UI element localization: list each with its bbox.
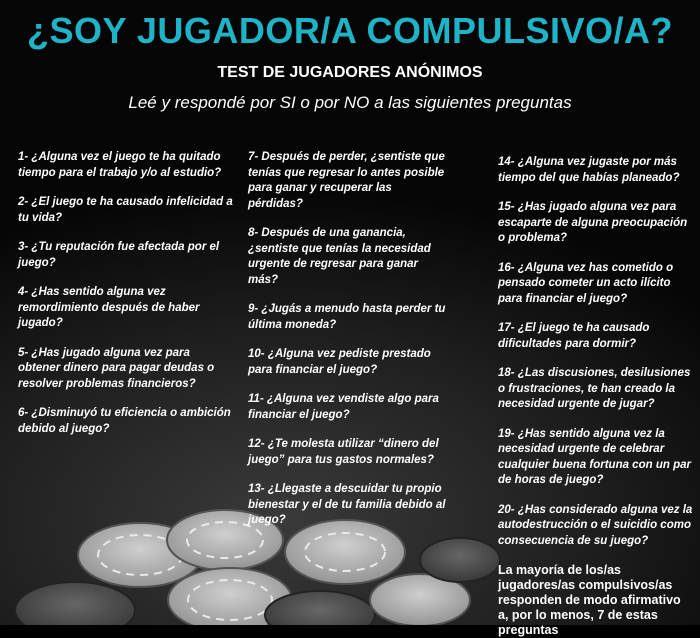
page-subtitle: TEST DE JUGADORES ANÓNIMOS — [217, 64, 483, 81]
question-12: 12- ¿Te molesta utilizar “dinero del juego” para tus gastos normales? — [248, 438, 439, 466]
question-13: 13- ¿Llegaste a descuidar tu propio bienestar y el de tu familia debido al juego? — [248, 483, 446, 526]
conclusion-text: La mayoría de los/as jugadores/as compulsivos/as responden de modo afirmativo a, por lo menos, 7 de estas preguntas — [498, 563, 681, 637]
question-4: 4- ¿Has sentido alguna vez remordimiento después de haber jugado? — [18, 286, 200, 329]
question-18: 18- ¿Las discusiones, desilusiones o frustraciones, te han creado la necesidad urgente de jugar? — [498, 367, 691, 410]
question-9: 9- ¿Jugás a menudo hasta perder tu última moneda? — [248, 303, 446, 331]
question-1: 1- ¿Alguna vez el juego te ha quitado tiempo para el trabajo y/o al estudio? — [18, 151, 222, 179]
question-19: 19- ¿Has sentido alguna vez la necesidad urgente de celebrar cualquier buena fortuna con un par de horas de juego? — [498, 427, 691, 486]
question-17: 17- ¿El juego te ha causado dificultades para dormir? — [498, 322, 650, 350]
question-10: 10- ¿Alguna vez pediste prestado para financiar el juego? — [248, 348, 431, 376]
page-title: ¿SOY JUGADOR/A COMPULSIVO/A? — [26, 10, 674, 51]
instructions: Leé y respondé por SI o por NO a las siguientes preguntas — [128, 93, 572, 112]
question-8: 8- Después de una ganancia, ¿sentiste que tenías la necesidad urgente de regresar para ganar más? — [248, 227, 431, 286]
question-6: 6- ¿Disminuyó tu eficiencia o ambición debido al juego? — [18, 407, 231, 435]
question-11: 11- ¿Alguna vez vendiste algo para financiar el juego? — [248, 393, 439, 421]
questions-column-2 — [248, 150, 448, 543]
question-16: 16- ¿Alguna vez has cometido o pensado cometer un acto ilícito para financiar el juego? — [498, 261, 674, 305]
questions-column-1 — [18, 150, 233, 451]
question-20: 20- ¿Has considerado alguna vez la autodestrucción o el suicidio como consecuencia de su juego? — [498, 503, 693, 547]
questions-column-3 — [498, 155, 693, 638]
question-15: 15- ¿Has jugado alguna vez para escaparte de alguna preocupación o problema? — [498, 201, 688, 244]
question-14: 14- ¿Alguna vez jugaste por más tiempo del que habías planeado? — [498, 156, 680, 184]
question-3: 3- ¿Tu reputación fue afectada por el juego? — [18, 241, 220, 269]
question-7: 7- Después de perder, ¿sentiste que tenías que regresar lo antes posible para ganar y recuperar las pérdidas? — [248, 151, 445, 210]
question-2: 2- ¿El juego te ha causado infelicidad a tu vida? — [18, 196, 233, 224]
question-5: 5- ¿Has jugado alguna vez para obtener dinero para pagar deudas o resolver problemas financieros? — [18, 346, 215, 390]
